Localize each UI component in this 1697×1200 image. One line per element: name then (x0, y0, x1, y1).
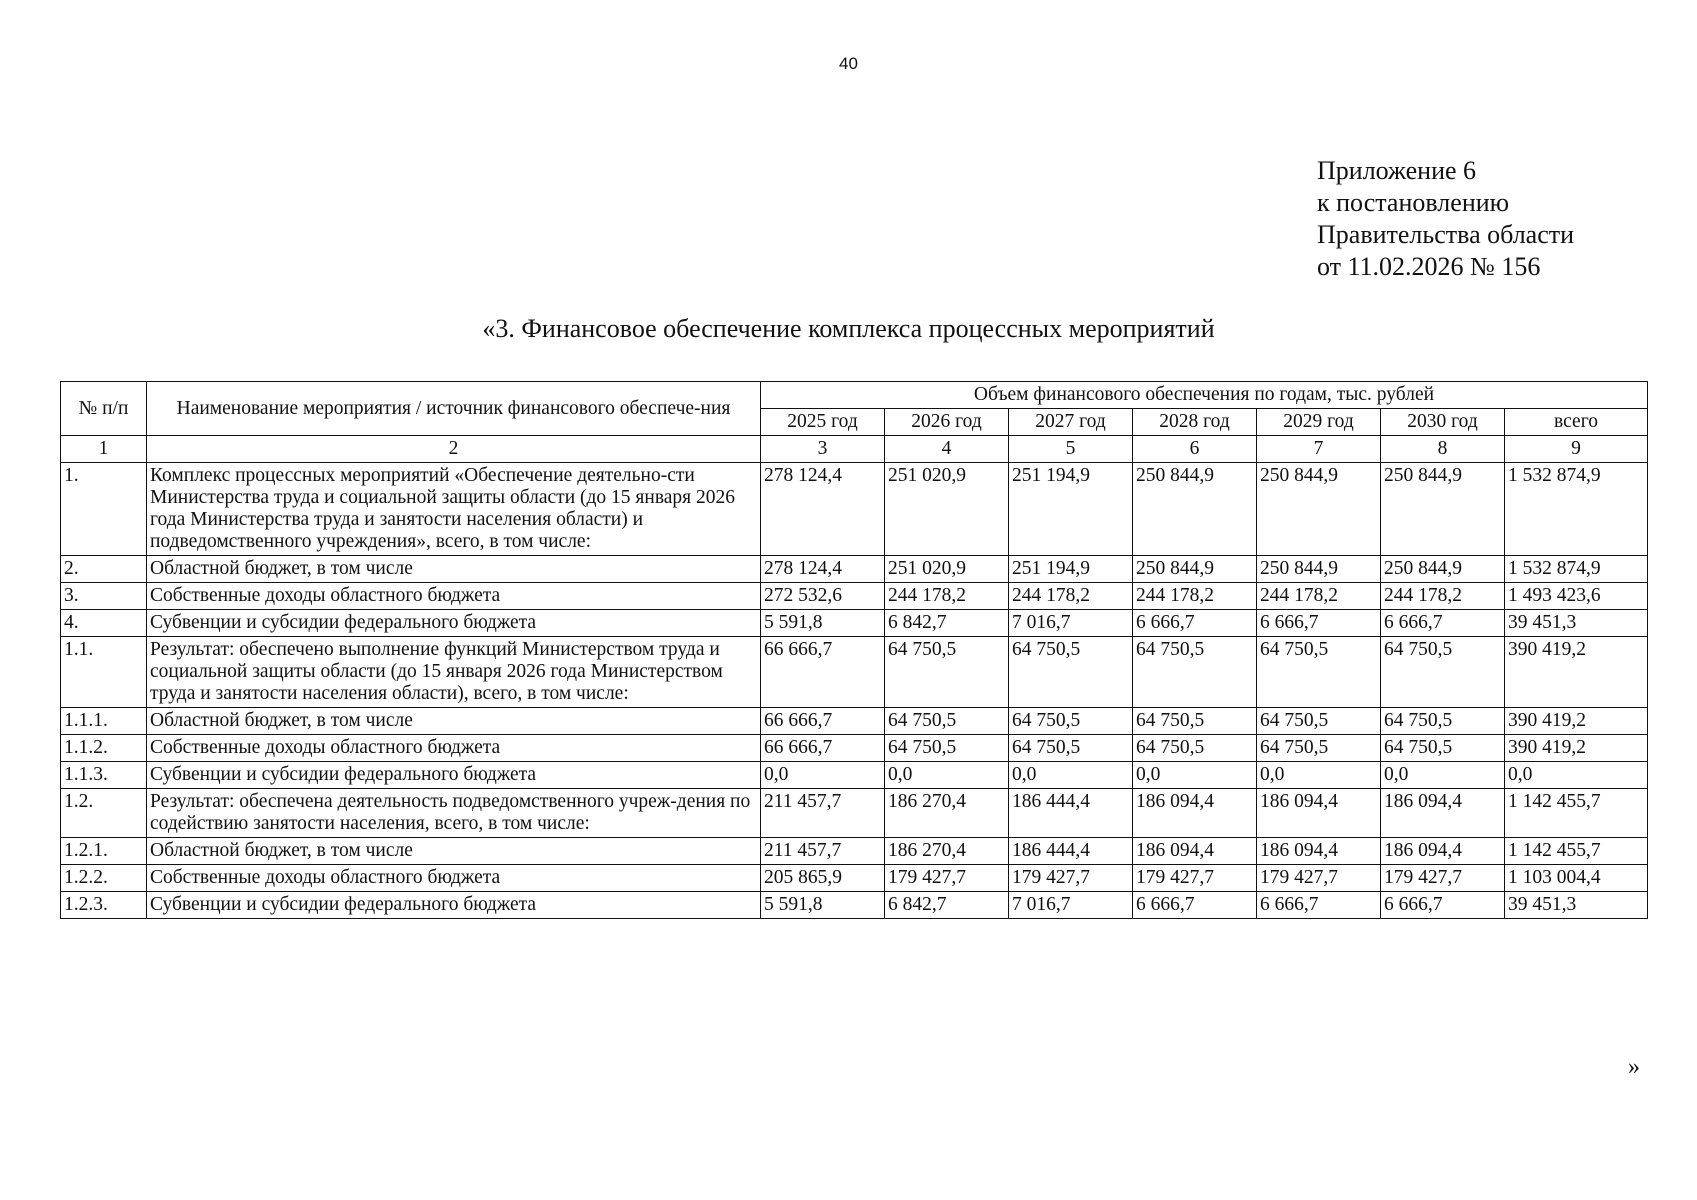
header-name: Наименование мероприятия / источник финансового обеспече-ния (147, 382, 761, 436)
value-cell: 0,0 (1257, 762, 1381, 789)
column-number: 5 (1009, 436, 1133, 463)
value-cell: 205 865,9 (761, 865, 885, 892)
value-cell: 186 094,4 (1381, 838, 1505, 865)
row-name: Субвенции и субсидии федерального бюджета (147, 892, 761, 919)
value-cell: 64 750,5 (1381, 735, 1505, 762)
value-cell: 64 750,5 (1381, 637, 1505, 708)
value-cell: 1 532 874,9 (1505, 463, 1648, 556)
value-cell: 66 666,7 (761, 708, 885, 735)
value-cell: 0,0 (1381, 762, 1505, 789)
table-row (61, 610, 1648, 637)
header-year: 2029 год (1257, 409, 1381, 436)
value-cell: 186 094,4 (1257, 789, 1381, 838)
table-row (61, 463, 1648, 556)
table-row (61, 865, 1648, 892)
value-cell: 5 591,8 (761, 892, 885, 919)
row-number: 1.2. (61, 789, 147, 838)
value-cell: 39 451,3 (1505, 610, 1648, 637)
value-cell: 6 842,7 (885, 892, 1009, 919)
value-cell: 6 666,7 (1381, 610, 1505, 637)
value-cell: 244 178,2 (885, 583, 1009, 610)
value-cell: 179 427,7 (1257, 865, 1381, 892)
value-cell: 0,0 (761, 762, 885, 789)
value-cell: 186 094,4 (1257, 838, 1381, 865)
row-name: Субвенции и субсидии федерального бюджета (147, 610, 761, 637)
value-cell: 251 020,9 (885, 463, 1009, 556)
row-number: 1.2.1. (61, 838, 147, 865)
row-name: Областной бюджет, в том числе (147, 556, 761, 583)
row-number: 1.1.3. (61, 762, 147, 789)
row-name: Собственные доходы областного бюджета (147, 735, 761, 762)
value-cell: 6 666,7 (1257, 610, 1381, 637)
table-row (61, 735, 1648, 762)
value-cell: 251 020,9 (885, 556, 1009, 583)
value-cell: 244 178,2 (1009, 583, 1133, 610)
value-cell: 64 750,5 (1133, 637, 1257, 708)
appendix-line: от 11.02.2026 № 156 (1317, 252, 1541, 281)
value-cell: 0,0 (1133, 762, 1257, 789)
value-cell: 390 419,2 (1505, 637, 1648, 708)
header-volume: Объем финансового обеспечения по годам, тыс. рублей (761, 382, 1648, 409)
row-number: 1.1.1. (61, 708, 147, 735)
header-year: 2028 год (1133, 409, 1257, 436)
value-cell: 64 750,5 (1009, 735, 1133, 762)
value-cell: 6 666,7 (1133, 610, 1257, 637)
value-cell: 211 457,7 (761, 789, 885, 838)
row-number: 1. (61, 463, 147, 556)
header-year: 2025 год (761, 409, 885, 436)
value-cell: 390 419,2 (1505, 735, 1648, 762)
value-cell: 211 457,7 (761, 838, 885, 865)
value-cell: 251 194,9 (1009, 556, 1133, 583)
row-name: Собственные доходы областного бюджета (147, 583, 761, 610)
value-cell: 179 427,7 (1009, 865, 1133, 892)
header-year: 2030 год (1381, 409, 1505, 436)
row-name: Областной бюджет, в том числе (147, 708, 761, 735)
value-cell: 64 750,5 (1257, 708, 1381, 735)
row-name: Собственные доходы областного бюджета (147, 865, 761, 892)
value-cell: 66 666,7 (761, 735, 885, 762)
value-cell: 1 532 874,9 (1505, 556, 1648, 583)
value-cell: 0,0 (885, 762, 1009, 789)
closing-quote: » (1628, 1054, 1640, 1080)
row-name: Субвенции и субсидии федерального бюджета (147, 762, 761, 789)
value-cell: 1 103 004,4 (1505, 865, 1648, 892)
value-cell: 64 750,5 (885, 708, 1009, 735)
value-cell: 64 750,5 (1257, 637, 1381, 708)
value-cell: 186 444,4 (1009, 838, 1133, 865)
value-cell: 64 750,5 (1133, 735, 1257, 762)
value-cell: 39 451,3 (1505, 892, 1648, 919)
financing-table (60, 381, 1648, 919)
value-cell: 278 124,4 (761, 556, 885, 583)
value-cell: 186 444,4 (1009, 789, 1133, 838)
column-number: 4 (885, 436, 1009, 463)
value-cell: 250 844,9 (1133, 463, 1257, 556)
value-cell: 250 844,9 (1257, 556, 1381, 583)
document-title: «3. Финансовое обеспечение комплекса процессных мероприятий (482, 314, 1215, 343)
table-row (61, 637, 1648, 708)
appendix-block (1317, 155, 1574, 283)
value-cell: 186 270,4 (885, 838, 1009, 865)
value-cell: 64 750,5 (1009, 708, 1133, 735)
value-cell: 272 532,6 (761, 583, 885, 610)
value-cell: 390 419,2 (1505, 708, 1648, 735)
page-number: 40 (839, 54, 858, 73)
value-cell: 1 142 455,7 (1505, 838, 1648, 865)
row-name: Результат: обеспечена деятельность подведомственного учреж-дения по содействию занятости населения, всего, в том числе: (147, 789, 761, 838)
value-cell: 186 094,4 (1133, 789, 1257, 838)
column-number: 8 (1381, 436, 1505, 463)
value-cell: 250 844,9 (1381, 463, 1505, 556)
value-cell: 6 666,7 (1257, 892, 1381, 919)
value-cell: 179 427,7 (885, 865, 1009, 892)
value-cell: 179 427,7 (1133, 865, 1257, 892)
value-cell: 278 124,4 (761, 463, 885, 556)
value-cell: 250 844,9 (1257, 463, 1381, 556)
table-row (61, 708, 1648, 735)
value-cell: 186 094,4 (1381, 789, 1505, 838)
value-cell: 250 844,9 (1381, 556, 1505, 583)
row-number: 4. (61, 610, 147, 637)
value-cell: 5 591,8 (761, 610, 885, 637)
row-number: 2. (61, 556, 147, 583)
value-cell: 244 178,2 (1133, 583, 1257, 610)
header-num: № п/п (61, 382, 147, 436)
row-number: 1.1. (61, 637, 147, 708)
value-cell: 6 666,7 (1133, 892, 1257, 919)
row-name: Результат: обеспечено выполнение функций Министерством труда и социальной защиты области (до 15 января 2026 года Министерством труда и занятости населения области), всего, в том числе: (147, 637, 761, 708)
value-cell: 64 750,5 (1257, 735, 1381, 762)
value-cell: 1 142 455,7 (1505, 789, 1648, 838)
table-row (61, 556, 1648, 583)
row-number: 1.1.2. (61, 735, 147, 762)
column-number: 9 (1505, 436, 1648, 463)
value-cell: 251 194,9 (1009, 463, 1133, 556)
value-cell: 66 666,7 (761, 637, 885, 708)
table-body (61, 463, 1648, 919)
value-cell: 64 750,5 (1009, 637, 1133, 708)
table-row (61, 583, 1648, 610)
column-number: 2 (147, 436, 761, 463)
table-row (61, 838, 1648, 865)
row-number: 1.2.2. (61, 865, 147, 892)
value-cell: 7 016,7 (1009, 610, 1133, 637)
value-cell: 250 844,9 (1133, 556, 1257, 583)
table-row (61, 762, 1648, 789)
value-cell: 186 094,4 (1133, 838, 1257, 865)
value-cell: 6 842,7 (885, 610, 1009, 637)
value-cell: 1 493 423,6 (1505, 583, 1648, 610)
value-cell: 64 750,5 (885, 637, 1009, 708)
header-total: всего (1505, 409, 1648, 436)
value-cell: 0,0 (1505, 762, 1648, 789)
column-number: 1 (61, 436, 147, 463)
value-cell: 64 750,5 (1133, 708, 1257, 735)
table-row (61, 892, 1648, 919)
appendix-line: Правительства области (1317, 220, 1575, 249)
table-row (61, 789, 1648, 838)
value-cell: 0,0 (1009, 762, 1133, 789)
appendix-line: к постановлению (1317, 188, 1510, 217)
value-cell: 244 178,2 (1257, 583, 1381, 610)
column-number: 3 (761, 436, 885, 463)
row-name: Областной бюджет, в том числе (147, 838, 761, 865)
value-cell: 6 666,7 (1381, 892, 1505, 919)
header-year: 2026 год (885, 409, 1009, 436)
row-number: 1.2.3. (61, 892, 147, 919)
value-cell: 64 750,5 (1381, 708, 1505, 735)
row-name: Комплекс процессных мероприятий «Обеспечение деятельно-сти Министерства труда и социальной защиты области (до 15 января 2026 года Министерства труда и занятости населения области) и подведомственного учреждения», всего, в том числе: (147, 463, 761, 556)
row-number: 3. (61, 583, 147, 610)
value-cell: 7 016,7 (1009, 892, 1133, 919)
appendix-line: Приложение 6 (1317, 156, 1477, 185)
value-cell: 186 270,4 (885, 789, 1009, 838)
value-cell: 179 427,7 (1381, 865, 1505, 892)
column-number: 7 (1257, 436, 1381, 463)
value-cell: 64 750,5 (885, 735, 1009, 762)
value-cell: 244 178,2 (1381, 583, 1505, 610)
header-year: 2027 год (1009, 409, 1133, 436)
column-number: 6 (1133, 436, 1257, 463)
